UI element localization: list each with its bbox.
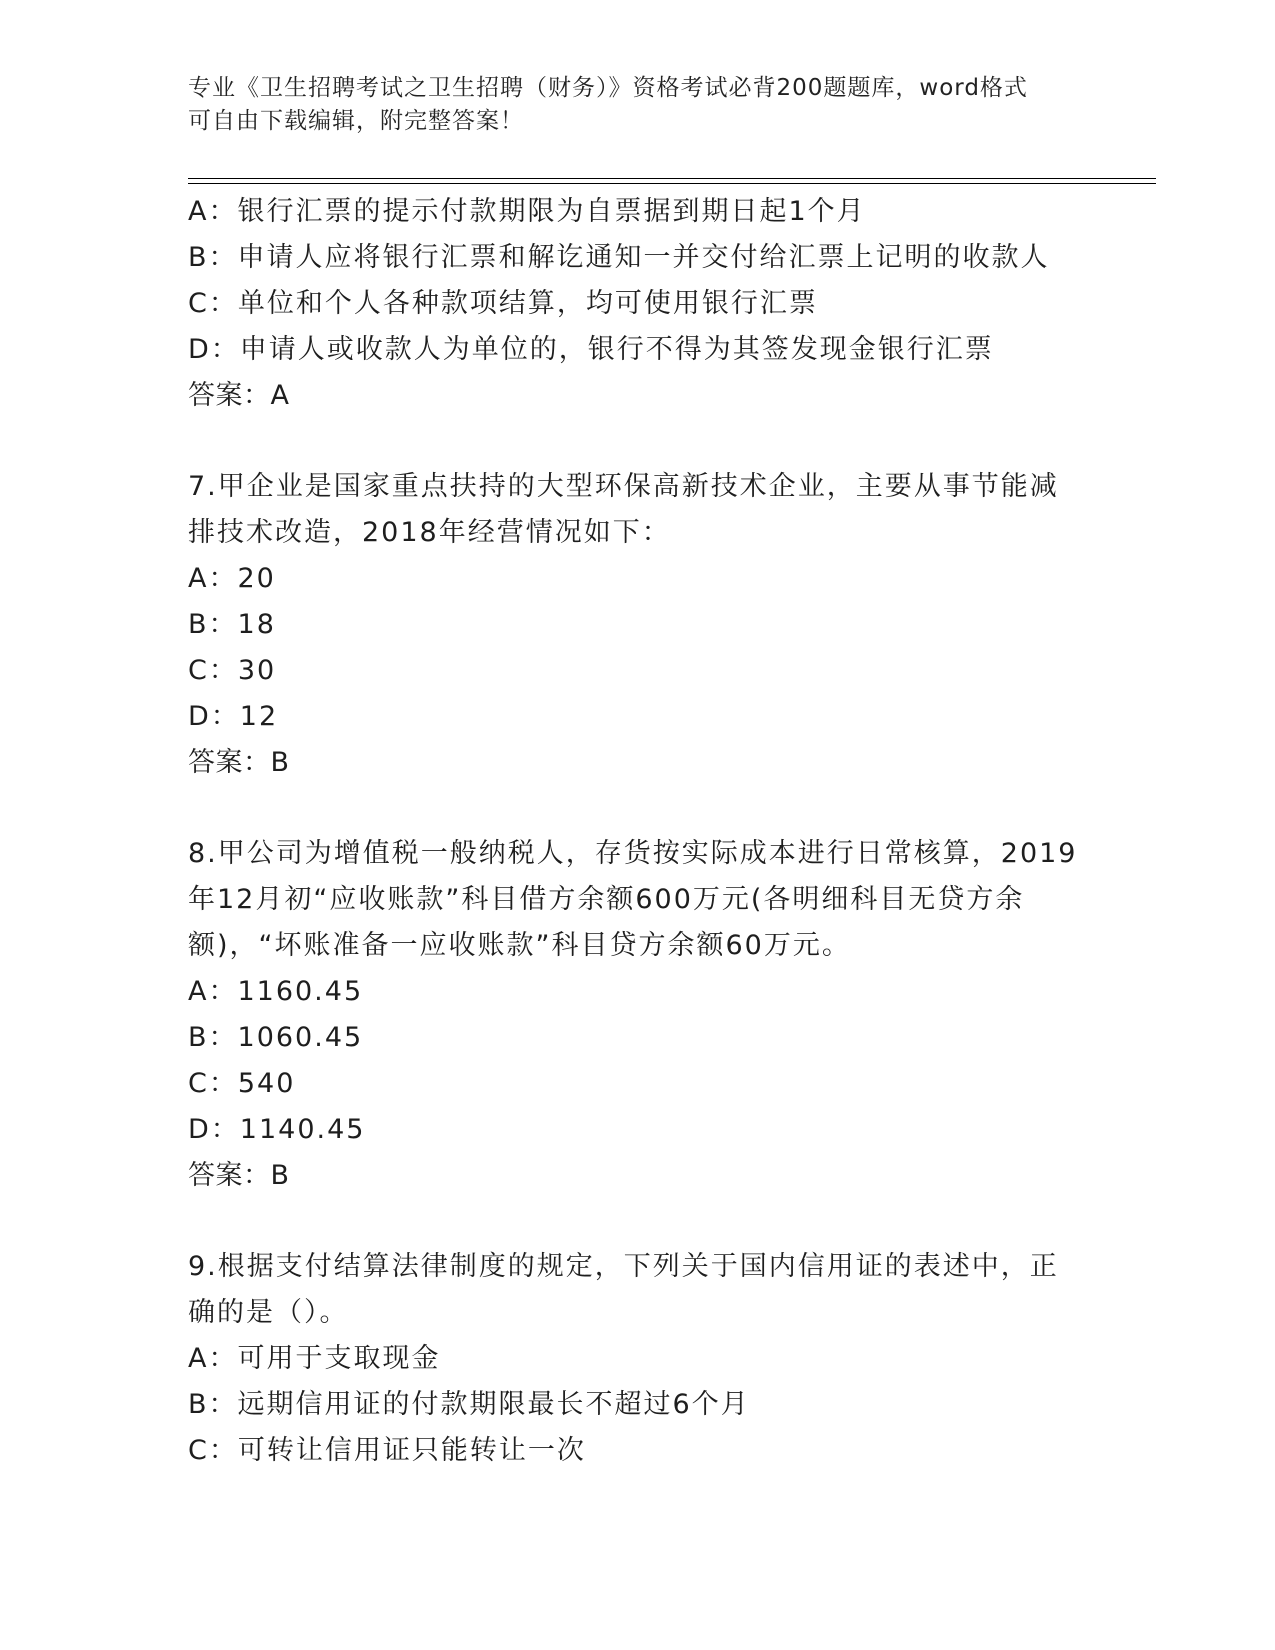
answer-line: 答案：B [188, 1160, 290, 1191]
question-6 [188, 189, 1088, 419]
question-8 [188, 831, 1088, 1199]
question-stem-line: 额)，“坏账准备一应收账款”科目贷方余额60万元。 [188, 930, 851, 961]
question-9 [188, 1244, 1088, 1474]
option-b: B：1060.45 [188, 1022, 364, 1053]
header-title-line-2: 可自由下载编辑，附完整答案！ [188, 108, 524, 134]
answer-line: 答案：A [188, 380, 290, 411]
header-title-line-1: 专业《卫生招聘考试之卫生招聘（财务）》资格考试必背200题题库，word格式 [188, 75, 1028, 101]
option-a: A：1160.45 [188, 976, 364, 1007]
question-stem-line: 7.甲企业是国家重点扶持的大型环保高新技术企业，主要从事节能减 [188, 471, 1059, 502]
option-c: C：540 [188, 1068, 296, 1099]
header-divider-top [188, 178, 1156, 179]
option-b: B：18 [188, 609, 276, 640]
spacer [188, 1199, 1088, 1244]
header-divider-bottom [188, 183, 1156, 184]
document-header [188, 72, 1068, 138]
question-stem-line: 9.根据支付结算法律制度的规定，下列关于国内信用证的表述中，正 [188, 1251, 1059, 1282]
option-d: D：申请人或收款人为单位的，银行不得为其签发现金银行汇票 [188, 334, 994, 365]
question-stem-line: 确的是（）。 [188, 1297, 349, 1328]
option-d: D：1140.45 [188, 1114, 366, 1145]
option-c: C：单位和个人各种款项结算，均可使用银行汇票 [188, 288, 818, 319]
option-a: A：20 [188, 563, 276, 594]
option-d: D：12 [188, 701, 279, 732]
option-a: A：银行汇票的提示付款期限为自票据到期日起1个月 [188, 196, 866, 227]
question-stem-line: 年12月初“应收账款”科目借方余额600万元(各明细科目无贷方余 [188, 884, 1025, 915]
option-c: C：可转让信用证只能转让一次 [188, 1435, 586, 1466]
option-b: B：申请人应将银行汇票和解讫通知一并交付给汇票上记明的收款人 [188, 242, 1050, 273]
document-body [188, 189, 1088, 1474]
question-7 [188, 464, 1088, 786]
option-c: C：30 [188, 655, 277, 686]
question-stem-line: 8.甲公司为增值税一般纳税人，存货按实际成本进行日常核算，2019 [188, 838, 1078, 869]
option-b: B：远期信用证的付款期限最长不超过6个月 [188, 1389, 750, 1420]
spacer [188, 786, 1088, 831]
question-stem-line: 排技术改造，2018年经营情况如下： [188, 517, 671, 548]
answer-line: 答案：B [188, 747, 290, 778]
option-a: A：可用于支取现金 [188, 1343, 441, 1374]
spacer [188, 419, 1088, 464]
